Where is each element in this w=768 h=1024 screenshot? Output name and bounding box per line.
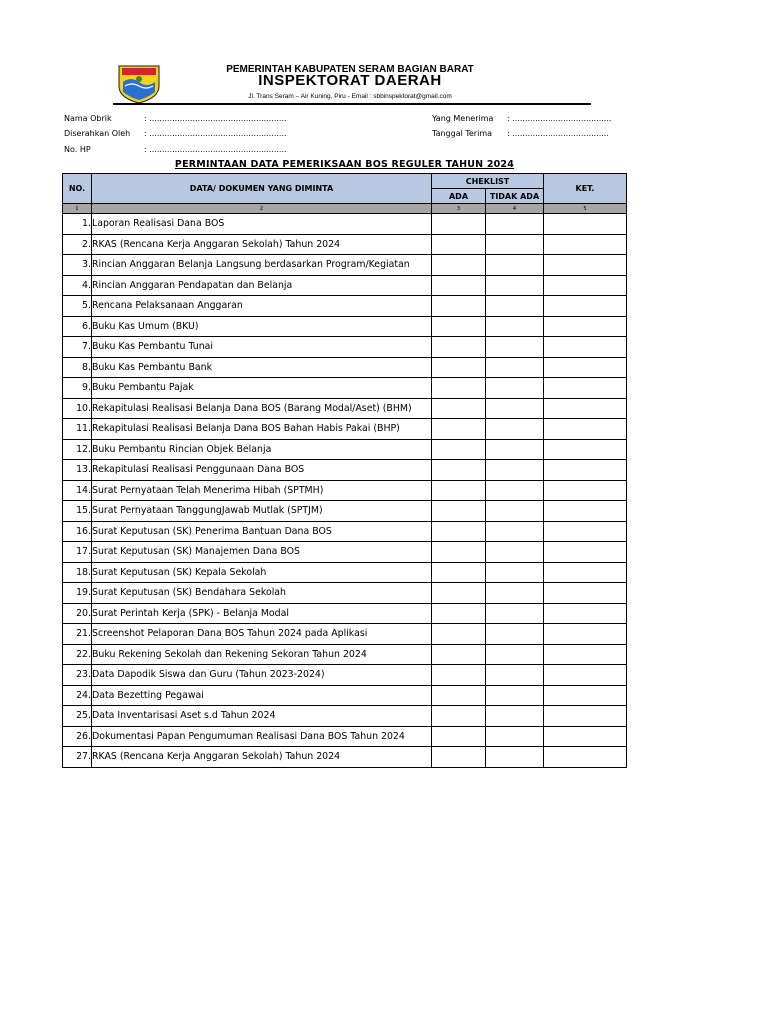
row-number: 10. xyxy=(63,398,92,419)
checkbox-cell-ada[interactable] xyxy=(432,501,486,522)
field-value: : ...................................................... xyxy=(144,114,287,123)
keterangan-cell[interactable] xyxy=(544,583,627,604)
row-number: 14. xyxy=(63,480,92,501)
checkbox-cell-tidak-ada[interactable] xyxy=(486,337,544,358)
checkbox-cell-tidak-ada[interactable] xyxy=(486,665,544,686)
row-document-name: Surat Keputusan (SK) Bendahara Sekolah xyxy=(92,583,432,604)
checkbox-cell-ada[interactable] xyxy=(432,706,486,727)
document-title xyxy=(63,159,626,170)
row-document-name: Surat Perintah Kerja (SPK) - Belanja Modal xyxy=(92,603,432,624)
keterangan-cell[interactable] xyxy=(544,316,627,337)
field-no-hp xyxy=(64,145,287,154)
row-document-name: Rencana Pelaksanaan Anggaran xyxy=(92,296,432,317)
checkbox-cell-tidak-ada[interactable] xyxy=(486,234,544,255)
checkbox-cell-ada[interactable] xyxy=(432,583,486,604)
row-number: 24. xyxy=(63,685,92,706)
table-row xyxy=(63,214,627,235)
row-number: 25. xyxy=(63,706,92,727)
index-cell: 4 xyxy=(486,204,544,214)
checkbox-cell-tidak-ada[interactable] xyxy=(486,583,544,604)
checkbox-cell-tidak-ada[interactable] xyxy=(486,603,544,624)
checkbox-cell-ada[interactable] xyxy=(432,439,486,460)
field-label: Diserahkan Oleh xyxy=(64,129,131,138)
field-label: Nama Obrik xyxy=(64,114,112,123)
field-value: : ....................................... xyxy=(507,114,612,123)
checkbox-cell-tidak-ada[interactable] xyxy=(486,624,544,645)
column-header-data: DATA/ DOKUMEN YANG DIMINTA xyxy=(92,174,432,204)
row-document-name: Data Dapodik Siswa dan Guru (Tahun 2023-2024) xyxy=(92,665,432,686)
department-address: Jl. Trans Seram – Air Kuning, Piru - Email : sbbinspektorat@gmail.com xyxy=(248,93,452,100)
keterangan-cell[interactable] xyxy=(544,501,627,522)
keterangan-cell[interactable] xyxy=(544,747,627,768)
checkbox-cell-ada[interactable] xyxy=(432,644,486,665)
row-number: 9. xyxy=(63,378,92,399)
table-row xyxy=(63,275,627,296)
keterangan-cell[interactable] xyxy=(544,296,627,317)
table-row xyxy=(63,726,627,747)
row-document-name: Rekapitulasi Realisasi Belanja Dana BOS (Barang Modal/Aset) (BHM) xyxy=(92,398,432,419)
checkbox-cell-ada[interactable] xyxy=(432,521,486,542)
row-document-name: Surat Keputusan (SK) Manajemen Dana BOS xyxy=(92,542,432,563)
row-document-name: Laporan Realisasi Dana BOS xyxy=(92,214,432,235)
row-document-name: Data Bezetting Pegawai xyxy=(92,685,432,706)
field-label: Yang Menerima xyxy=(432,114,494,123)
checkbox-cell-tidak-ada[interactable] xyxy=(486,480,544,501)
checkbox-cell-ada[interactable] xyxy=(432,357,486,378)
checkbox-cell-tidak-ada[interactable] xyxy=(486,521,544,542)
checkbox-cell-tidak-ada[interactable] xyxy=(486,501,544,522)
index-cell: 3 xyxy=(432,204,486,214)
table-row xyxy=(63,644,627,665)
row-document-name: RKAS (Rencana Kerja Anggaran Sekolah) Tahun 2024 xyxy=(92,747,432,768)
checkbox-cell-tidak-ada[interactable] xyxy=(486,439,544,460)
checkbox-cell-tidak-ada[interactable] xyxy=(486,255,544,276)
index-cell: 1 xyxy=(63,204,92,214)
row-document-name: Surat Pernyataan TanggungJawab Mutlak (SPTJM) xyxy=(92,501,432,522)
row-number: 8. xyxy=(63,357,92,378)
regency-logo xyxy=(117,64,161,104)
field-yang-menerima xyxy=(432,114,611,123)
keterangan-cell[interactable] xyxy=(544,378,627,399)
checkbox-cell-ada[interactable] xyxy=(432,747,486,768)
row-number: 13. xyxy=(63,460,92,481)
table-row xyxy=(63,501,627,522)
keterangan-cell[interactable] xyxy=(544,521,627,542)
table-row xyxy=(63,378,627,399)
table-row xyxy=(63,337,627,358)
checkbox-cell-tidak-ada[interactable] xyxy=(486,275,544,296)
keterangan-cell[interactable] xyxy=(544,439,627,460)
keterangan-cell[interactable] xyxy=(544,337,627,358)
keterangan-cell[interactable] xyxy=(544,644,627,665)
keterangan-cell[interactable] xyxy=(544,542,627,563)
checkbox-cell-ada[interactable] xyxy=(432,726,486,747)
row-document-name: Surat Pernyataan Telah Menerima Hibah (SPTMH) xyxy=(92,480,432,501)
field-nama-obrik xyxy=(64,114,287,123)
row-number: 6. xyxy=(63,316,92,337)
table-row xyxy=(63,357,627,378)
table-row xyxy=(63,665,627,686)
checkbox-cell-tidak-ada[interactable] xyxy=(486,316,544,337)
checkbox-cell-tidak-ada[interactable] xyxy=(486,726,544,747)
checkbox-cell-ada[interactable] xyxy=(432,460,486,481)
checkbox-cell-ada[interactable] xyxy=(432,337,486,358)
table-row xyxy=(63,439,627,460)
checkbox-cell-tidak-ada[interactable] xyxy=(486,644,544,665)
column-header-ada: ADA xyxy=(432,189,486,204)
checkbox-cell-tidak-ada[interactable] xyxy=(486,562,544,583)
checkbox-cell-tidak-ada[interactable] xyxy=(486,214,544,235)
table-row xyxy=(63,542,627,563)
table-row xyxy=(63,562,627,583)
row-number: 1. xyxy=(63,214,92,235)
checkbox-cell-ada[interactable] xyxy=(432,542,486,563)
checkbox-cell-ada[interactable] xyxy=(432,378,486,399)
table-row xyxy=(63,747,627,768)
column-header-ket: KET. xyxy=(544,174,627,204)
keterangan-cell[interactable] xyxy=(544,460,627,481)
keterangan-cell[interactable] xyxy=(544,706,627,727)
checkbox-cell-ada[interactable] xyxy=(432,316,486,337)
checkbox-cell-ada[interactable] xyxy=(432,214,486,235)
keterangan-cell[interactable] xyxy=(544,419,627,440)
index-cell: 2 xyxy=(92,204,432,214)
checkbox-cell-ada[interactable] xyxy=(432,419,486,440)
checkbox-cell-ada[interactable] xyxy=(432,624,486,645)
row-document-name: Buku Kas Pembantu Tunai xyxy=(92,337,432,358)
index-cell: 5 xyxy=(544,204,627,214)
checkbox-cell-ada[interactable] xyxy=(432,665,486,686)
checkbox-cell-ada[interactable] xyxy=(432,398,486,419)
checkbox-cell-ada[interactable] xyxy=(432,275,486,296)
column-header-checklist: CHEKLIST xyxy=(432,174,544,189)
row-number: 12. xyxy=(63,439,92,460)
checkbox-cell-tidak-ada[interactable] xyxy=(486,747,544,768)
field-value: : ...................................... xyxy=(507,129,609,138)
keterangan-cell[interactable] xyxy=(544,275,627,296)
keterangan-cell[interactable] xyxy=(544,255,627,276)
table-row xyxy=(63,316,627,337)
row-number: 11. xyxy=(63,419,92,440)
keterangan-cell[interactable] xyxy=(544,685,627,706)
field-value: : ...................................................... xyxy=(144,145,287,154)
row-document-name: Buku Pembantu Pajak xyxy=(92,378,432,399)
keterangan-cell[interactable] xyxy=(544,398,627,419)
table-row xyxy=(63,296,627,317)
row-document-name: Buku Kas Pembantu Bank xyxy=(92,357,432,378)
keterangan-cell[interactable] xyxy=(544,562,627,583)
row-number: 26. xyxy=(63,726,92,747)
keterangan-cell[interactable] xyxy=(544,234,627,255)
checkbox-cell-ada[interactable] xyxy=(432,296,486,317)
row-number: 15. xyxy=(63,501,92,522)
document-title-text: PERMINTAAN DATA PEMERIKSAAN BOS REGULER TAHUN 2024 xyxy=(174,159,515,170)
row-number: 20. xyxy=(63,603,92,624)
keterangan-cell[interactable] xyxy=(544,726,627,747)
checkbox-cell-ada[interactable] xyxy=(432,255,486,276)
row-document-name: Buku Pembantu Rincian Objek Belanja xyxy=(92,439,432,460)
row-document-name: Dokumentasi Papan Pengumuman Realisasi Dana BOS Tahun 2024 xyxy=(92,726,432,747)
table-row xyxy=(63,460,627,481)
table-row xyxy=(63,685,627,706)
table-row xyxy=(63,603,627,624)
row-number: 5. xyxy=(63,296,92,317)
table-row xyxy=(63,521,627,542)
row-number: 7. xyxy=(63,337,92,358)
field-diserahkan-oleh xyxy=(64,129,287,138)
row-number: 21. xyxy=(63,624,92,645)
row-document-name: Rincian Anggaran Pendapatan dan Belanja xyxy=(92,275,432,296)
row-number: 23. xyxy=(63,665,92,686)
table-row xyxy=(63,234,627,255)
row-document-name: Buku Rekening Sekolah dan Rekening Sekoran Tahun 2024 xyxy=(92,644,432,665)
row-number: 22. xyxy=(63,644,92,665)
checkbox-cell-tidak-ada[interactable] xyxy=(486,419,544,440)
row-number: 16. xyxy=(63,521,92,542)
row-number: 4. xyxy=(63,275,92,296)
field-label: No. HP xyxy=(64,145,91,154)
checkbox-cell-ada[interactable] xyxy=(432,562,486,583)
table-row xyxy=(63,255,627,276)
row-number: 17. xyxy=(63,542,92,563)
row-document-name: RKAS (Rencana Kerja Anggaran Sekolah) Tahun 2024 xyxy=(92,234,432,255)
row-document-name: Rekapitulasi Realisasi Penggunaan Dana BOS xyxy=(92,460,432,481)
checkbox-cell-tidak-ada[interactable] xyxy=(486,542,544,563)
header-divider xyxy=(113,103,591,105)
row-document-name: Rincian Anggaran Belanja Langsung berdasarkan Program/Kegiatan xyxy=(92,255,432,276)
checkbox-cell-tidak-ada[interactable] xyxy=(486,296,544,317)
checkbox-cell-tidak-ada[interactable] xyxy=(486,378,544,399)
row-document-name: Screenshot Pelaporan Dana BOS Tahun 2024 pada Aplikasi xyxy=(92,624,432,645)
checkbox-cell-tidak-ada[interactable] xyxy=(486,685,544,706)
checkbox-cell-ada[interactable] xyxy=(432,234,486,255)
row-document-name: Rekapitulasi Realisasi Belanja Dana BOS Bahan Habis Pakai (BHP) xyxy=(92,419,432,440)
keterangan-cell[interactable] xyxy=(544,665,627,686)
department-name: INSPEKTORAT DAERAH xyxy=(258,72,442,89)
checkbox-cell-tidak-ada[interactable] xyxy=(486,398,544,419)
table-row xyxy=(63,480,627,501)
checkbox-cell-tidak-ada[interactable] xyxy=(486,357,544,378)
row-document-name: Data Inventarisasi Aset s.d Tahun 2024 xyxy=(92,706,432,727)
row-number: 3. xyxy=(63,255,92,276)
row-number: 27. xyxy=(63,747,92,768)
column-header-tidak-ada: TIDAK ADA xyxy=(486,189,544,204)
keterangan-cell[interactable] xyxy=(544,214,627,235)
row-document-name: Buku Kas Umum (BKU) xyxy=(92,316,432,337)
table-row xyxy=(63,583,627,604)
table-row xyxy=(63,624,627,645)
field-value: : ...................................................... xyxy=(144,129,287,138)
row-document-name: Surat Keputusan (SK) Kepala Sekolah xyxy=(92,562,432,583)
row-document-name: Surat Keputusan (SK) Penerima Bantuan Dana BOS xyxy=(92,521,432,542)
request-table xyxy=(62,173,627,768)
table-row xyxy=(63,419,627,440)
field-tanggal-terima xyxy=(432,129,609,138)
keterangan-cell[interactable] xyxy=(544,624,627,645)
column-header-no: NO. xyxy=(63,174,92,204)
checkbox-cell-ada[interactable] xyxy=(432,480,486,501)
keterangan-cell[interactable] xyxy=(544,357,627,378)
checkbox-cell-tidak-ada[interactable] xyxy=(486,706,544,727)
table-row xyxy=(63,706,627,727)
row-number: 18. xyxy=(63,562,92,583)
checkbox-cell-ada[interactable] xyxy=(432,685,486,706)
table-row xyxy=(63,398,627,419)
government-name: PEMERINTAH KABUPATEN SERAM BAGIAN BARAT xyxy=(226,64,474,75)
checkbox-cell-ada[interactable] xyxy=(432,603,486,624)
keterangan-cell[interactable] xyxy=(544,603,627,624)
checkbox-cell-tidak-ada[interactable] xyxy=(486,460,544,481)
row-number: 2. xyxy=(63,234,92,255)
row-number: 19. xyxy=(63,583,92,604)
field-label: Tanggal Terima xyxy=(432,129,493,138)
keterangan-cell[interactable] xyxy=(544,480,627,501)
